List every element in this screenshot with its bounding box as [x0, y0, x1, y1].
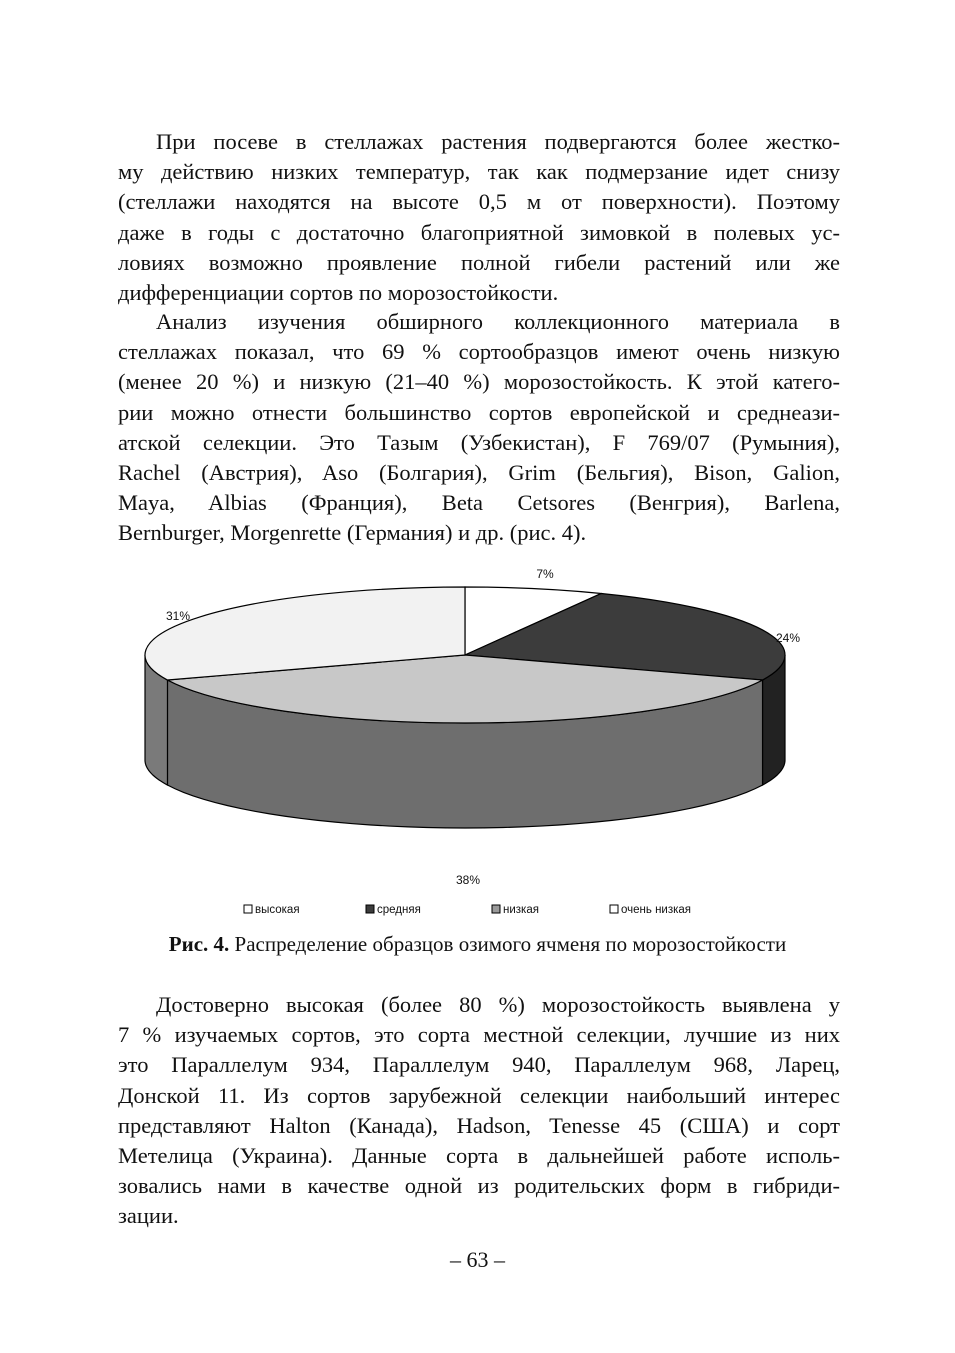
- text-line: Bernburger, Morgenrette (Германия) и др. (рис. 4).: [118, 520, 587, 546]
- paragraph-1: [118, 127, 840, 308]
- text-line: это Параллелум 934, Параллелум 940, Параллелум 968, Ларец,: [118, 1052, 840, 1078]
- text-line: му действию низких температур, так как подмерзание идет снизу: [118, 159, 840, 185]
- data-label: 31%: [165, 609, 191, 623]
- legend-swatch: [244, 905, 252, 913]
- legend-label: очень низкая: [621, 904, 692, 916]
- text-line: 7 % изучаемых сортов, это сорта местной селекции, лучшие из них: [118, 1022, 840, 1048]
- legend-label: средняя: [377, 904, 421, 916]
- legend-label: высокая: [255, 904, 300, 916]
- text-line: зовались нами в качестве одной из родительских форм в гибриди-: [118, 1173, 840, 1199]
- text-line: Метелица (Украина). Данные сорта в дальнейшей работе исполь-: [118, 1142, 840, 1168]
- text-line: стеллажах показал, что 69 % сортообразцов имеют очень низкую: [118, 339, 840, 365]
- text-line: даже в годы с достаточно благоприятной зимовкой в полевых ус-: [118, 219, 840, 245]
- legend-swatch: [610, 905, 618, 913]
- legend-swatch: [366, 905, 374, 913]
- data-label: 7%: [536, 567, 554, 581]
- text-line: рии можно отнести большинство сортов европейской и среднеази-: [118, 399, 840, 425]
- text-line: ловиях возможно проявление полной гибели растений или же: [118, 249, 840, 275]
- text-line: представляют Halton (Канада), Hadson, Tenesse 45 (США) и сорт: [118, 1112, 840, 1138]
- data-label: 38%: [455, 873, 481, 887]
- legend-label: низкая: [503, 904, 539, 916]
- text-line: Достоверно высокая (более 80 %) морозостойкость выявлена у: [156, 992, 840, 1017]
- text-line: зации.: [118, 1203, 179, 1229]
- pie-chart: [120, 560, 840, 930]
- text-line: Rachel (Австрия), Aso (Болгария), Grim (Бельгия), Bison, Galion,: [118, 459, 840, 485]
- paragraph-3: [118, 990, 840, 1232]
- figure-label: Рис. 4.: [168, 932, 230, 956]
- figure-caption-text: Распределение образцов озимого ячменя по морозостойкости: [234, 932, 787, 956]
- figure-caption: [0, 932, 955, 957]
- text-line: Донской 11. Из сортов зарубежной селекции наибольший интерес: [118, 1082, 840, 1108]
- text-line: (менее 20 %) и низкую (21–40 %) морозостойкость. К этой катего-: [118, 369, 840, 395]
- text-line: дифференциации сортов по морозостойкости.: [118, 279, 559, 305]
- text-line: Maya, Albias (Франция), Beta Cetsores (Венгрия), Barlena,: [118, 490, 840, 516]
- legend-swatch: [492, 905, 500, 913]
- text-line: атской селекции. Это Тазым (Узбекистан), F 769/07 (Румыния),: [118, 429, 840, 455]
- text-line: Анализ изучения обширного коллекционного материала в: [156, 309, 840, 334]
- paragraph-2: [118, 307, 840, 549]
- text-line: При посеве в стеллажах растения подвергаются более жестко-: [156, 129, 840, 154]
- data-label: 24%: [775, 631, 801, 645]
- text-line: (стеллажи находятся на высоте 0,5 м от поверхности). Поэтому: [118, 189, 840, 215]
- page-number: – 63 –: [450, 1247, 505, 1272]
